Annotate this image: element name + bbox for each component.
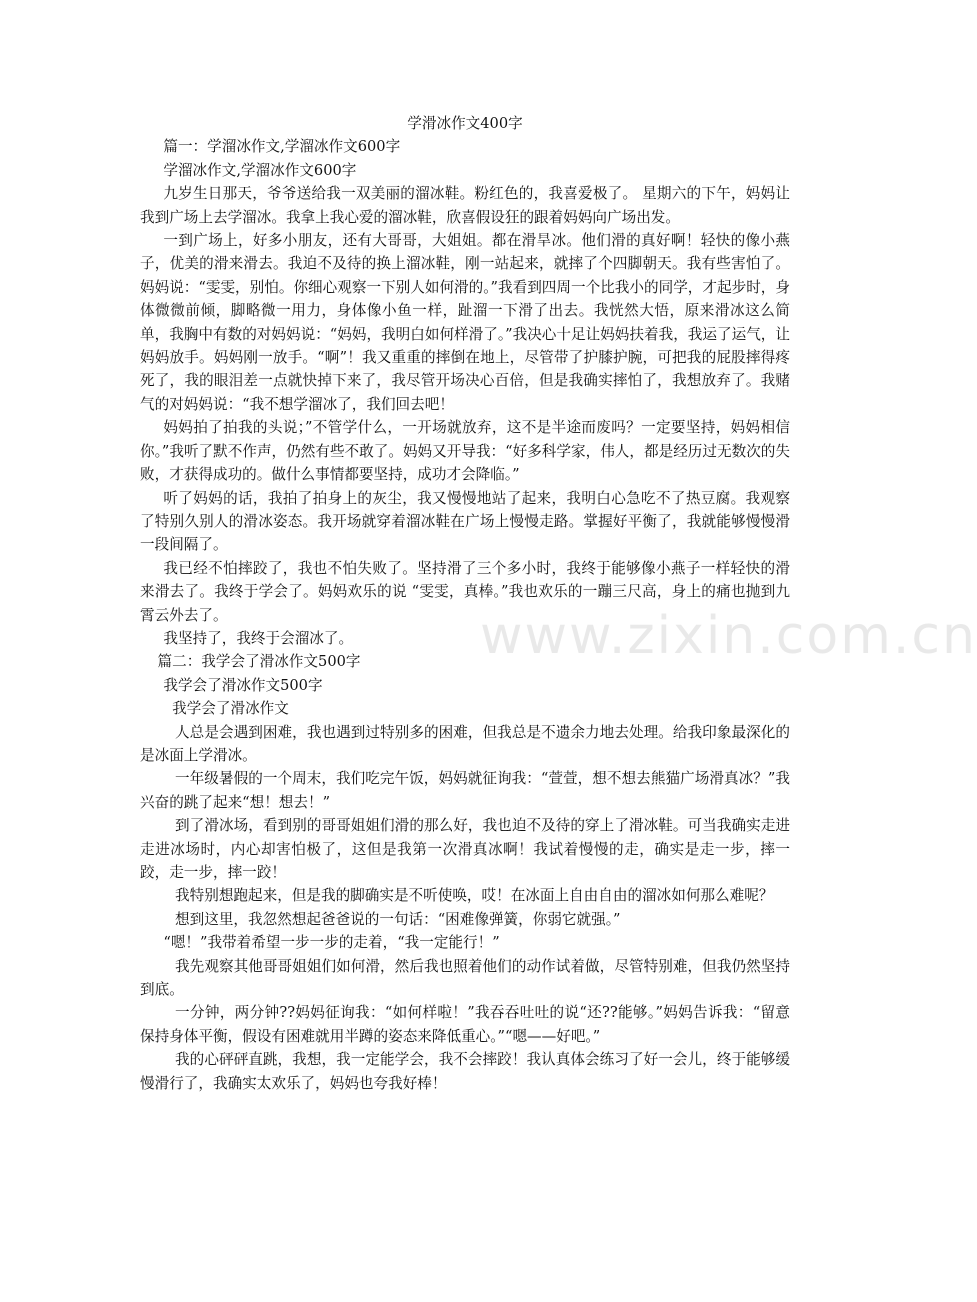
paragraph: 我先观察其他哥哥姐姐们如何滑，然后我也照着他们的动作试着做，尽管特别难，但我仍然坚持到底。: [140, 957, 790, 999]
paragraph: 九岁生日那天，爷爷送给我一双美丽的溜冰鞋。粉红色的，我喜爱极了。 星期六的下午，妈妈让我到广场上去学溜冰。我拿上我心爱的溜冰鞋，欣喜假设狂的跟着妈妈向广场出发。: [140, 185, 790, 226]
watermark-text: www.zixin.com.cn: [480, 606, 977, 666]
paragraph: 我特别想跑起来，但是我的脚确实是不听使唤，哎！在冰面上自由自由的溜冰如何那么难呢？: [175, 887, 774, 905]
paragraph: 想到这里，我忽然想起爸爸说的一句话：“困难像弹簧，你弱它就强。”: [175, 910, 621, 928]
paragraph: 一年级暑假的一个周末，我们吃完午饭，妈妈就征询我：“萱萱，想不想去熊猫广场滑真冰？”我兴奋的跳了起来“想！想去！”: [140, 770, 790, 811]
paragraph: “嗯！”我带着希望一步一步的走着，“我一定能行！”: [163, 934, 500, 952]
paragraph: 人总是会遇到困难，我也遇到过特别多的困难，但我总是不遗余力地去处理。给我印象最深化的是冰面上学滑冰。: [140, 723, 790, 764]
paragraph: 听了妈妈的话，我拍了拍身上的灰尘，我又慢慢地站了起来，我明白心急吃不了热豆腐。我观察了特别久别人的滑冰姿态。我开场就穿着溜冰鞋在广场上慢慢走路。掌握好平衡了，我就能够慢慢滑一段间隔了。: [140, 489, 790, 554]
section-heading-2: 篇二：我学会了滑冰作文500字: [157, 653, 361, 671]
section-heading-1: 篇一：学溜冰作文,学溜冰作文600字: [163, 138, 401, 156]
section-subtitle-1: 学溜冰作文,学溜冰作文600字: [163, 161, 357, 179]
paragraph: 一分钟，两分钟??妈妈征询我：“如何样啦！”我吞吞吐吐的说“还??能够。”妈妈告诉我：“留意保持身体平衡，假设有困难就用半蹲的姿态来降低重心。”“嗯——好吧。”: [140, 1004, 790, 1045]
paragraph: 我的心砰砰直跳，我想，我一定能学会，我不会摔跤！我认真体会练习了好一会儿，终于能够缓慢滑行了，我确实太欢乐了，妈妈也夸我好棒！: [140, 1051, 790, 1092]
paragraph: 我已经不怕摔跤了，我也不怕失败了。坚持滑了三个多小时，我终于能够像小燕子一样轻快的滑来滑去了。我终于学会了。妈妈欢乐的说 “雯雯，真棒。”我也欢乐的一蹦三尺高，身上的痛也抛到九霄云外去了。: [140, 559, 790, 624]
section-subtitle-2: 我学会了滑冰作文500字: [163, 676, 323, 694]
paragraph: 我坚持了，我终于会溜冰了。: [163, 629, 354, 647]
paragraph: 妈妈拍了拍我的头说；”不管学什么，一开场就放弃，这不是半途而废吗？一定要坚持，妈妈相信你。”我听了默不作声，仍然有些不敢了。妈妈又开导我：“好多科学家，伟人，都是经历过无数次的失败，才获得成功的。做什么事情都要坚持，成功才会降临。”: [140, 419, 790, 484]
document-body: [140, 112, 790, 1095]
section-subtitle-3: 我学会了滑冰作文: [172, 700, 289, 718]
paragraph: 一到广场上，好多小朋友，还有大哥哥，大姐姐。都在滑旱冰。他们滑的真好啊！轻快的像小燕子，优美的滑来滑去。我迫不及待的换上溜冰鞋，刚一站起来，就摔了个四脚朝天。我有些害怕了。妈妈说：“雯雯，别怕。你细心观察一下别人如何滑的。”我看到四周一个比我小的同学，才起步时，身体微微前倾，脚略微一用力，身体像小鱼一样，趾溜一下滑了出去。我恍然大悟，原来滑冰这么简单，我胸中有数的对妈妈说：“妈妈，我明白如何样滑了。”我决心十足让妈妈扶着我，我运了运气，让妈妈放手。妈妈刚一放手。“啊”！我又重重的摔倒在地上，尽管带了护膝护腕，可把我的屁股摔得疼死了，我的眼泪差一点就快掉下来了，我尽管开场决心百倍，但是我确实摔怕了，我想放弃了。我赌气的对妈妈说：“我不想学溜冰了，我们回去吧！: [140, 232, 790, 413]
document-title: 学滑冰作文400字: [407, 115, 523, 132]
paragraph: 到了滑冰场，看到别的哥哥姐姐们滑的那么好，我也迫不及待的穿上了滑冰鞋。可当我确实走进走进冰场时，内心却害怕极了，这但是我第一次滑真冰啊！我试着慢慢的走，确实是走一步，摔一跤，走一步，摔一跤！: [140, 817, 790, 881]
